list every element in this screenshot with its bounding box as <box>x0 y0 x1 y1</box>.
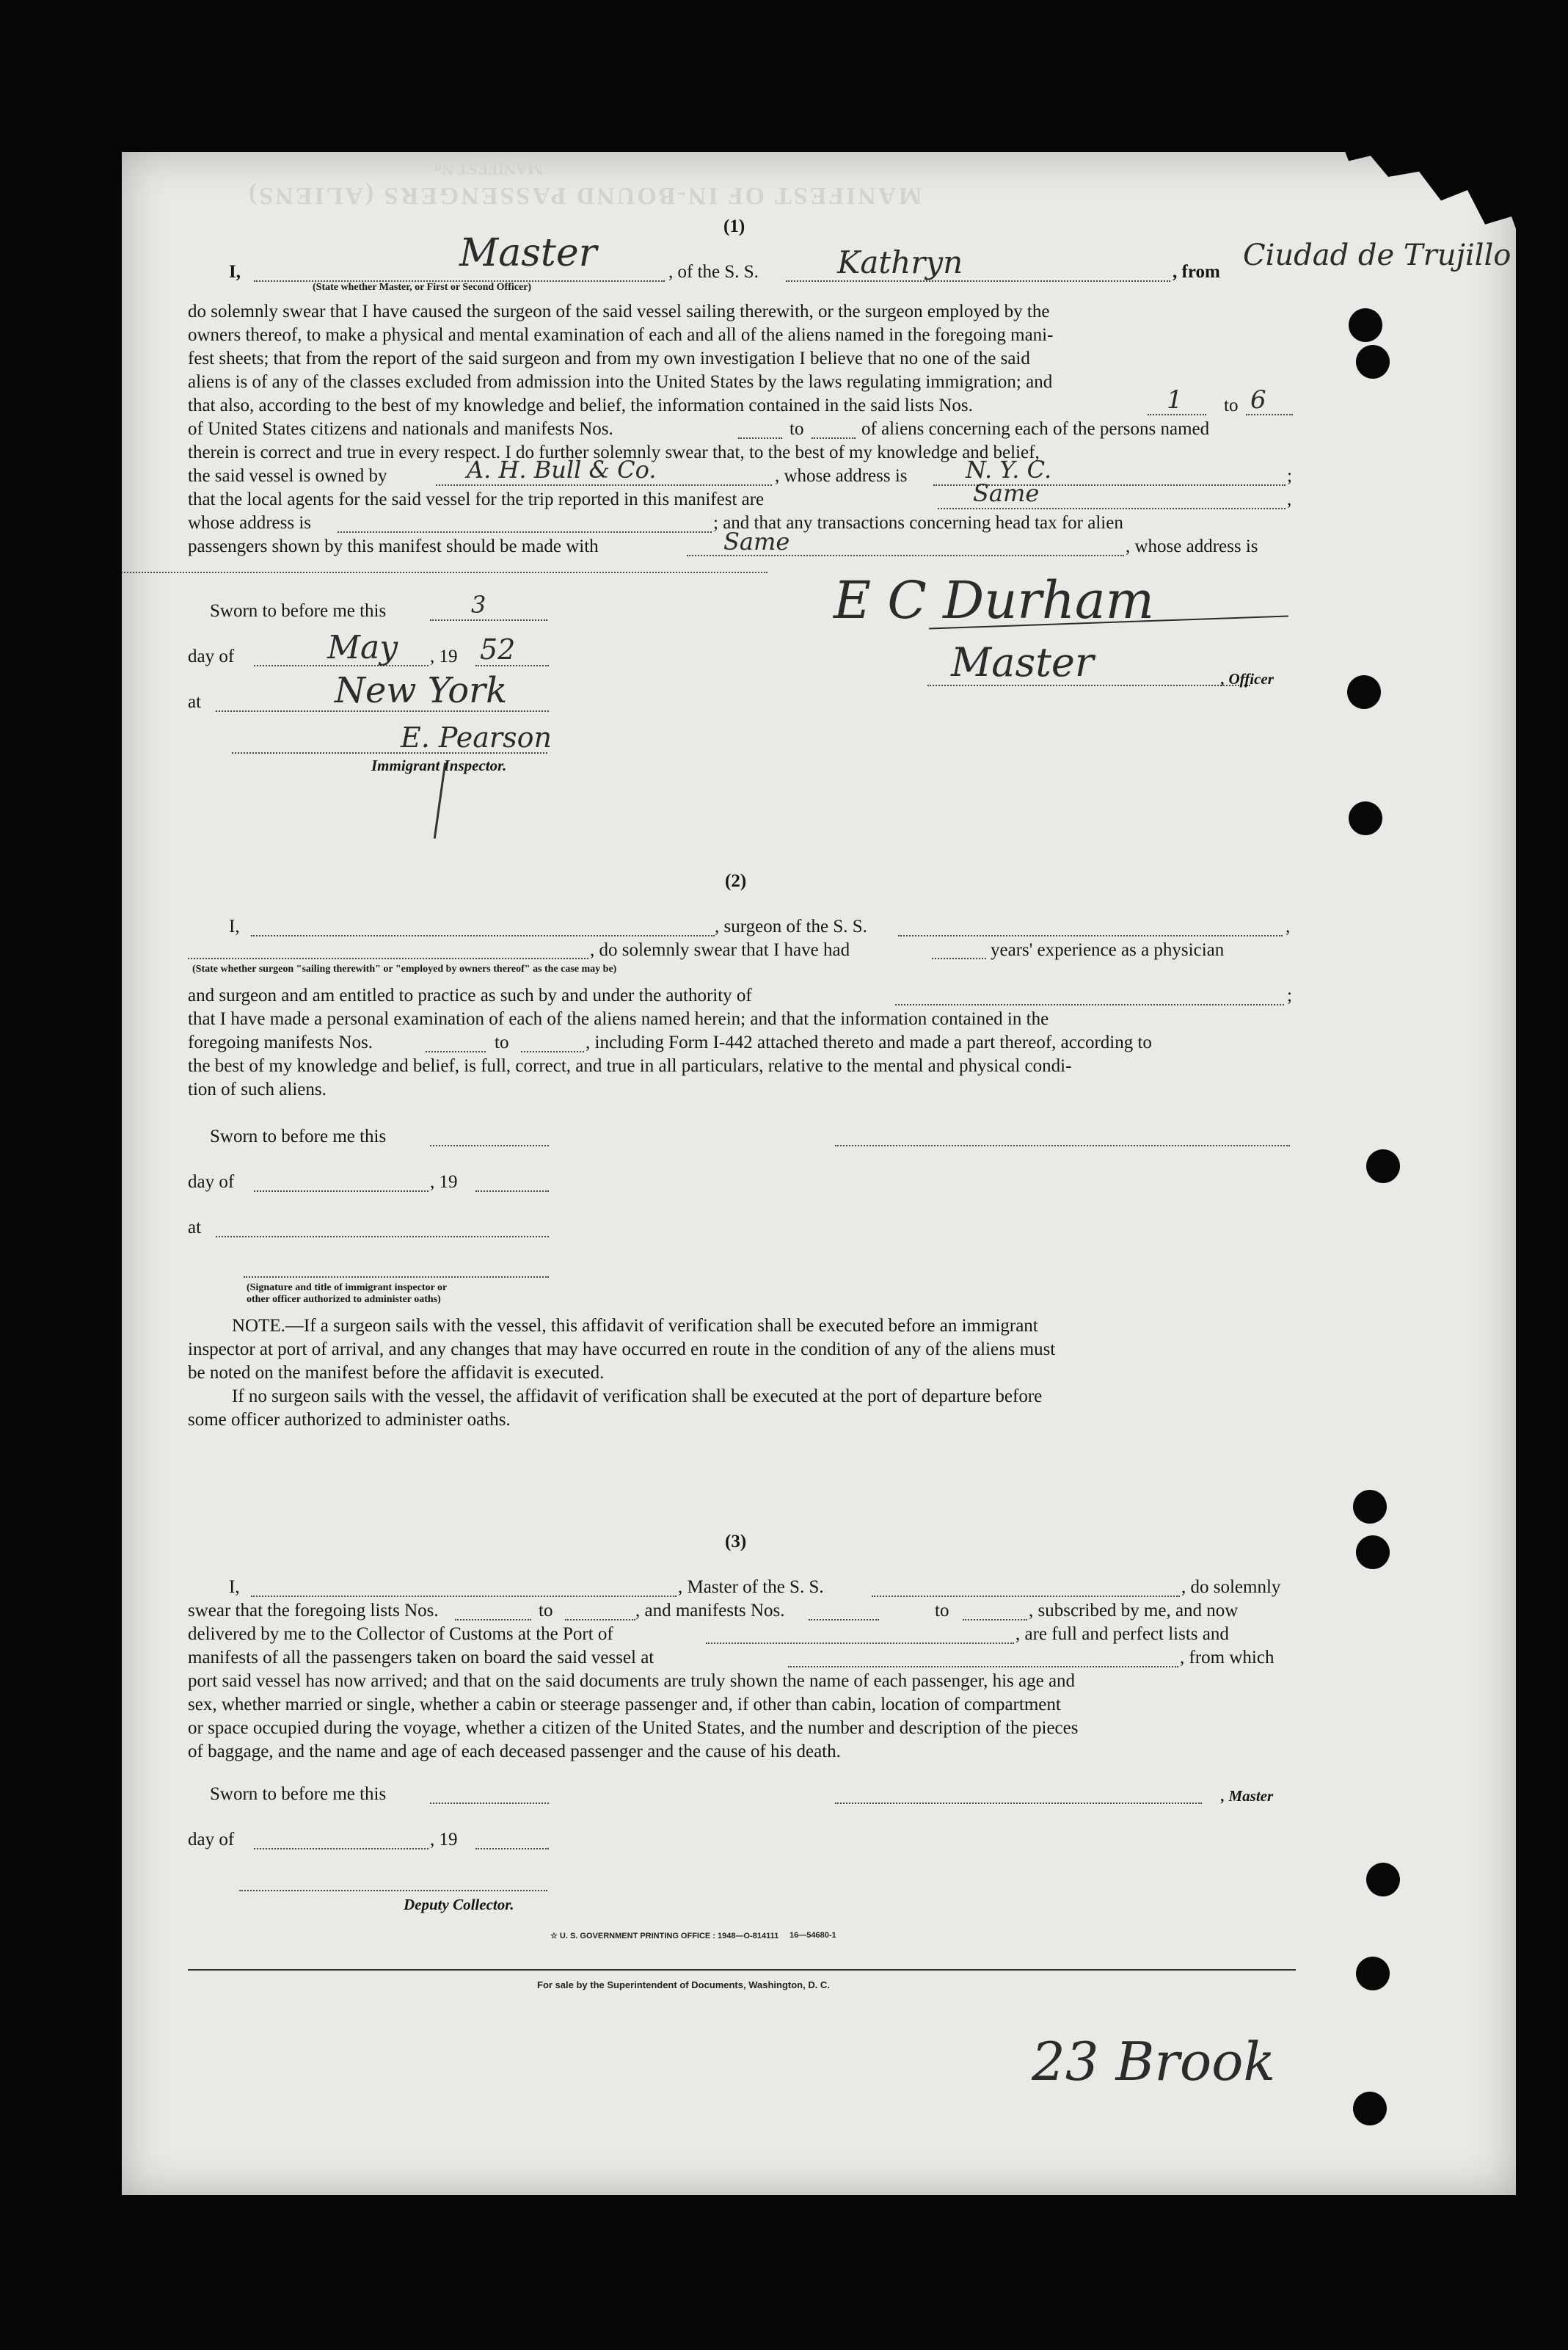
s1-agents-address-line <box>338 531 712 533</box>
s2-comma: , <box>1286 917 1291 936</box>
s2-surgeon-signature-line <box>835 1145 1290 1146</box>
s3-body-7: of baggage, and the name and age of each deceased passenger and the cause of his death. <box>188 1742 841 1761</box>
s1-year-prefix: , 19 <box>430 647 458 666</box>
s2-manifest-to-line <box>521 1051 584 1052</box>
s3-master-of: , Master of the S. S. <box>678 1577 824 1597</box>
s1-i: I, <box>229 262 241 282</box>
s1-manifest-from-line <box>738 437 782 439</box>
s3-master-signature-line <box>835 1802 1202 1804</box>
s1-day-line <box>430 619 547 621</box>
s3-list-to-line <box>565 1619 635 1620</box>
s2-day-of: day of <box>188 1172 235 1192</box>
section-2-number: (2) <box>725 871 747 891</box>
s2-body-5: tion of such aliens. <box>188 1080 327 1099</box>
s1-body-11: passengers shown by this manifest should be made with <box>188 536 599 556</box>
s1-hw-owner-addr: N. Y. C. <box>966 456 1052 484</box>
s3-body-1: swear that the foregoing lists Nos. <box>188 1601 439 1620</box>
s3-body-1d: to <box>935 1601 949 1620</box>
s2-manifest-from-line <box>426 1051 486 1052</box>
s2-semicolon: ; <box>1287 986 1292 1005</box>
s3-body-1c: , and manifests Nos. <box>635 1601 785 1620</box>
s1-hw-list-from: 1 <box>1167 385 1183 415</box>
s2-years-line <box>932 958 986 959</box>
section-1-number: (1) <box>723 217 745 236</box>
s1-of-ss: , of the S. S. <box>668 262 759 282</box>
bleed-through-manifest-no: MANIFEST No. <box>430 160 543 178</box>
s3-vessel-line <box>872 1596 1180 1597</box>
s1-body-2: owners thereof, to make a physical and mental examination of each and all of the aliens named in the foregoing mani- <box>188 325 1054 345</box>
s1-hw-vessel: Kathryn <box>837 244 963 280</box>
s3-deputy-label: Deputy Collector. <box>404 1896 514 1913</box>
punch-hole <box>1349 308 1382 342</box>
s2-sworn: Sworn to before me this <box>210 1127 387 1146</box>
s1-at: at <box>188 692 202 712</box>
footer-hw-note: 23 Brook <box>1032 2031 1276 2092</box>
s3-body-5: sex, whether married or single, whether a cabin or steerage passenger and, if other than cabin, location of compartment <box>188 1695 1061 1714</box>
s1-agents-line <box>938 508 1286 509</box>
s2-month-line <box>254 1190 429 1192</box>
s1-manifest-to-line <box>812 437 856 439</box>
s3-do-solemnly: , do solemnly <box>1181 1577 1281 1597</box>
s1-hw-month: May <box>327 629 398 666</box>
s2-body-3c: , including Form I-442 attached thereto and made a part thereof, according to <box>586 1033 1152 1052</box>
s2-body-2: that I have made a personal examination of each of the aliens named herein; and that the information contained in the <box>188 1009 1049 1029</box>
s3-day-of: day of <box>188 1830 235 1849</box>
s2-surgeon: , surgeon of the S. S. <box>715 917 867 936</box>
s3-month-line <box>254 1848 429 1849</box>
s1-note-rank: (State whether Master, or First or Second Officer) <box>313 282 532 293</box>
punch-hole <box>1353 2092 1387 2125</box>
s3-port-line <box>706 1643 1014 1644</box>
s2-note-3: be noted on the manifest before the affidavit is executed. <box>188 1363 605 1383</box>
s2-body-3b: to <box>495 1033 509 1052</box>
s1-comma-1: , <box>1287 490 1292 509</box>
punch-hole <box>1353 1490 1387 1524</box>
s2-at: at <box>188 1218 202 1237</box>
s1-address-continuation-line <box>122 572 767 573</box>
footer-sale-note: For sale by the Superintendent of Documents, Washington, D. C. <box>537 1979 830 1990</box>
s1-semicolon-1: ; <box>1287 466 1292 486</box>
s2-place-line <box>216 1236 549 1237</box>
s2-inspector-line <box>244 1276 549 1278</box>
s1-body-5: that also, according to the best of my knowledge and belief, the information contained in the said lists Nos. <box>188 396 973 415</box>
bleed-through-heading: MANIFEST OF IN-BOUND PASSENGERS (ALIENS) <box>247 182 922 209</box>
s2-sig-note-2: other officer authorized to administer oaths) <box>247 1294 441 1305</box>
s2-years: years' experience as a physician <box>991 940 1225 960</box>
s1-from: , from <box>1173 262 1220 282</box>
s1-body-7: therein is correct and true in every respect. I do further solemnly swear that, to the best of my knowledge and belief, <box>188 443 1040 462</box>
s3-year-line <box>475 1848 549 1849</box>
s2-vessel-line <box>898 935 1283 936</box>
s1-hw-agents: Same <box>973 479 1040 507</box>
s3-body-2b: , are full and perfect lists and <box>1015 1624 1229 1644</box>
s3-embark-line <box>788 1666 1178 1667</box>
s2-authority-line <box>895 1004 1284 1005</box>
s1-hw-rank: Master <box>459 231 597 275</box>
s1-body-6b: to <box>790 419 804 439</box>
punch-hole <box>1349 801 1382 835</box>
s3-master-name-line <box>251 1596 677 1597</box>
s3-body-3b: , from which <box>1180 1648 1275 1667</box>
s1-hw-signature-title: Master <box>951 639 1094 685</box>
s3-deputy-line <box>239 1890 547 1891</box>
s3-body-4: port said vessel has now arrived; and that on the said documents are truly shown the name of each passenger, his age and <box>188 1671 1076 1691</box>
s1-inspector-label: Immigrant Inspector. <box>371 757 507 774</box>
s1-hw-inspector: E. Pearson <box>401 721 552 754</box>
footer-printing-office: ☆ U. S. GOVERNMENT PRINTING OFFICE : 1948—O-814111 <box>550 1932 779 1940</box>
s3-body-2: delivered by me to the Collector of Customs at the Port of <box>188 1624 613 1644</box>
s1-hw-day: 3 <box>471 591 486 619</box>
s1-body-8: the said vessel is owned by <box>188 466 387 486</box>
s1-hw-year: 52 <box>480 633 516 666</box>
s2-note-4: If no surgeon sails with the vessel, the affidavit of verification shall be executed at the port of departure before <box>232 1386 1043 1406</box>
s3-year-prefix: , 19 <box>430 1830 458 1849</box>
s2-year-prefix: , 19 <box>430 1172 458 1192</box>
s2-do-swear: , do solemnly swear that I have had <box>590 940 850 960</box>
s3-sworn: Sworn to before me this <box>210 1784 387 1804</box>
s3-day-line <box>430 1802 549 1804</box>
s1-body-10: whose address is <box>188 513 312 533</box>
s1-body-10b: ; and that any transactions concerning head tax for alien <box>713 513 1123 533</box>
s3-master-label: , Master <box>1221 1787 1274 1805</box>
s1-hw-list-to: 6 <box>1250 385 1266 415</box>
s2-body-1: and surgeon and am entitled to practice as such by and under the authority of <box>188 986 752 1005</box>
s1-hw-port: Ciudad de Trujillo <box>1243 239 1512 272</box>
punch-hole <box>1356 345 1390 379</box>
manifest-verification-sheet <box>122 152 1516 2195</box>
s3-manifest-to-line <box>963 1619 1027 1620</box>
s1-owner-line <box>436 484 772 486</box>
s2-body-3: foregoing manifests Nos. <box>188 1033 373 1052</box>
s1-body-6: of United States citizens and nationals and manifests Nos. <box>188 419 613 439</box>
s1-day-of: day of <box>188 647 235 666</box>
s1-officer-line <box>927 685 1250 686</box>
punch-hole <box>1366 1863 1400 1896</box>
s1-hw-signature: E C Durham <box>834 570 1155 630</box>
s3-body-1b: to <box>539 1601 553 1620</box>
s2-note-2: inspector at port of arrival, and any changes that may have occurred en route in the condition of any of the aliens must <box>188 1339 1056 1359</box>
s1-hw-headtax: Same <box>723 528 790 556</box>
s3-body-6: or space occupied during the voyage, whether a citizen of the United States, and the number and description of the pieces <box>188 1718 1079 1738</box>
s3-body-3: manifests of all the passengers taken on board the said vessel at <box>188 1648 654 1667</box>
s2-note-5: some officer authorized to administer oaths. <box>188 1410 511 1430</box>
s1-to: to <box>1224 396 1239 415</box>
s2-status-line <box>188 958 588 959</box>
s2-year-line <box>475 1190 549 1192</box>
s1-body-6c: of aliens concerning each of the persons named <box>861 419 1210 439</box>
footer-rule <box>188 1969 1296 1971</box>
s3-manifest-from-line <box>809 1619 879 1620</box>
punch-hole <box>1347 675 1381 709</box>
s1-body-1: do solemnly swear that I have caused the surgeon of the said vessel sailing therewith, or the surgeon employed by the <box>188 302 1050 321</box>
s2-body-4: the best of my knowledge and belief, is full, correct, and true in all particulars, relative to the mental and physical condi- <box>188 1056 1072 1076</box>
s1-vessel-line <box>786 280 1170 282</box>
s1-body-4: aliens is of any of the classes excluded from admission into the United States by the laws regulating immigration; and <box>188 372 1053 392</box>
s2-surgeon-name-line <box>251 935 715 936</box>
s1-hw-place: New York <box>335 670 508 711</box>
s2-note-1: NOTE.—If a surgeon sails with the vessel, this affidavit of verification shall be executed before an immigrant <box>232 1316 1038 1336</box>
s2-day-line <box>430 1145 549 1146</box>
s3-body-1e: , subscribed by me, and now <box>1029 1601 1239 1620</box>
s1-body-11b: , whose address is <box>1126 536 1258 556</box>
section-3-number: (3) <box>725 1532 747 1551</box>
s2-i: I, <box>229 917 240 936</box>
s1-body-9: that the local agents for the said vessel for the trip reported in this manifest are <box>188 490 765 509</box>
s3-i: I, <box>229 1577 240 1597</box>
s1-body-8b: , whose address is <box>775 466 908 486</box>
footer-form-number: 16—54680-1 <box>790 1931 836 1940</box>
punch-hole <box>1366 1149 1400 1183</box>
s1-body-3: fest sheets; that from the report of the said surgeon and from my own investigation I believe that no one of the said <box>188 349 1030 368</box>
s2-note: (State whether surgeon "sailing therewith" or "employed by owners thereof" as the case may be) <box>192 964 617 975</box>
punch-hole <box>1356 1535 1390 1569</box>
s1-hw-owner: A. H. Bull & Co. <box>467 456 657 484</box>
punch-hole <box>1356 1957 1390 1990</box>
s3-list-from-line <box>455 1619 531 1620</box>
s2-sig-note-1: (Signature and title of immigrant inspector or <box>247 1282 448 1293</box>
s1-sworn: Sworn to before me this <box>210 601 387 621</box>
s1-officer-label: , Officer <box>1221 670 1274 688</box>
